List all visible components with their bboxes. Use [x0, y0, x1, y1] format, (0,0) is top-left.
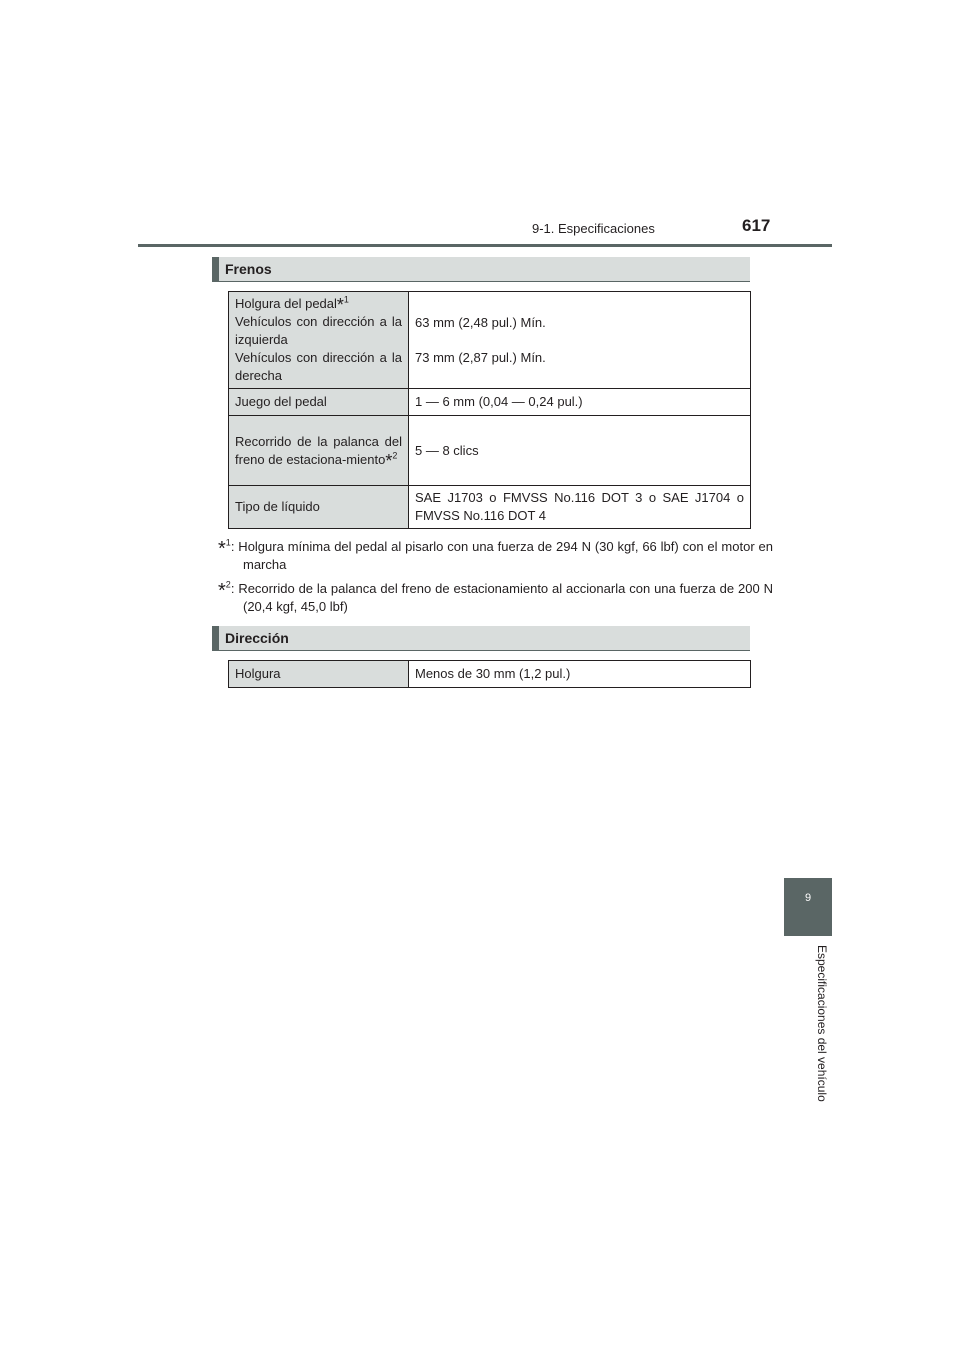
brakes-spec-table — [228, 291, 751, 529]
spec-value: 1 — 6 mm (0,04 — 0,24 pul.) — [409, 389, 751, 416]
footnote-mark: 2 — [392, 450, 398, 461]
table-row — [229, 661, 751, 688]
parking-brake-label: Recorrido de la palanca del freno de estaciona-miento — [235, 433, 402, 467]
footnote-star-icon: * — [218, 580, 226, 602]
footnote-1 — [218, 538, 773, 574]
brakes-title: Frenos — [225, 261, 272, 277]
spec-label: Juego del pedal — [229, 389, 409, 416]
header-rule — [138, 244, 832, 247]
chapter-number: 9 — [804, 892, 812, 904]
chapter-label: Especificaciones del vehículo — [815, 945, 829, 1102]
footnote-mark: 1 — [343, 294, 349, 305]
header-section-title: 9-1. Especificaciones — [532, 221, 655, 236]
spec-value: SAE J1703 o FMVSS No.116 DOT 3 o SAE J1704 o FMVSS No.116 DOT 4 — [409, 486, 751, 529]
spec-value — [409, 292, 751, 389]
table-row — [229, 416, 751, 486]
spec-value: Menos de 30 mm (1,2 pul.) — [409, 661, 751, 688]
spec-label — [229, 292, 409, 389]
footnote-text: : Holgura mínima del pedal al pisarlo con una fuerza de 294 N (30 kgf, 66 lbf) con el motor en marcha — [230, 539, 773, 572]
steering-title: Dirección — [225, 630, 289, 646]
footnote-mark: 2 — [225, 579, 231, 590]
spec-value: 5 — 8 clics — [409, 416, 751, 486]
lhd-label: Vehículos con dirección a la izquierda — [235, 314, 402, 347]
rhd-value: 73 mm (2,87 pul.) Mín. — [415, 349, 546, 365]
table-row — [229, 292, 751, 389]
pedal-clearance-label: Holgura del pedal — [235, 296, 337, 311]
footnote-star-icon: * — [385, 450, 393, 471]
brakes-section-heading — [212, 257, 750, 282]
rhd-label: Vehículos con dirección a la derecha — [235, 350, 402, 383]
page-number: 617 — [742, 216, 771, 235]
spec-label — [229, 416, 409, 486]
table-row — [229, 389, 751, 416]
footnote-2 — [218, 580, 773, 616]
lhd-value: 63 mm (2,48 pul.) Mín. — [415, 314, 546, 330]
spec-label: Tipo de líquido — [229, 486, 409, 529]
steering-spec-table — [228, 660, 751, 688]
footnote-mark: 1 — [225, 537, 231, 548]
table-row — [229, 486, 751, 529]
footnote-star-icon: * — [218, 538, 226, 560]
spec-label: Holgura — [229, 661, 409, 688]
footnote-star-icon: * — [336, 295, 344, 315]
steering-section-heading — [212, 626, 750, 651]
chapter-tab — [784, 878, 832, 936]
footnote-text: : Recorrido de la palanca del freno de estacionamiento al accionarla con una fuerza de 200 N (20,4 kgf, 45,0 lbf) — [230, 581, 773, 614]
